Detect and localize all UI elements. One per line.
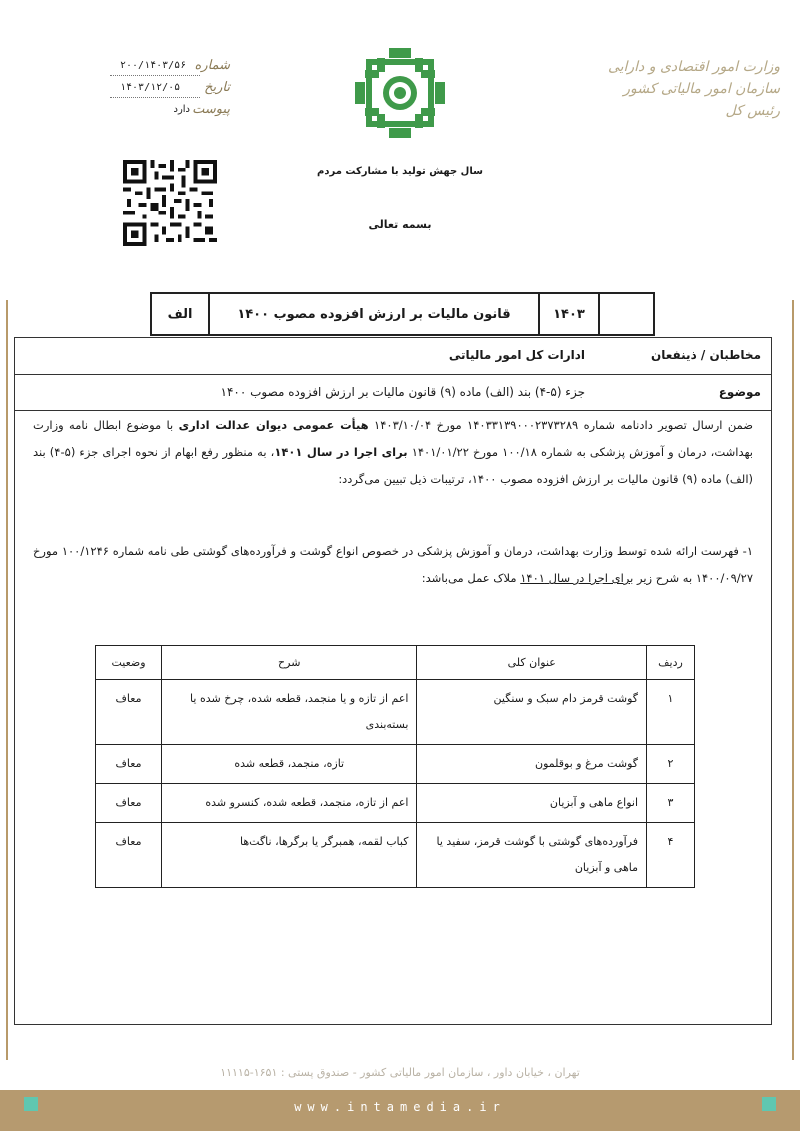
meat-products-table (95, 645, 695, 888)
row-title: گوشت مرغ و بوقلمون (417, 745, 647, 784)
ministry-line: سازمان امور مالیاتی کشور (623, 81, 780, 97)
page-frame-left (6, 300, 8, 1060)
title-law-cell: قانون مالیات بر ارزش افزوده مصوب ۱۴۰۰ (208, 294, 538, 334)
letter-attachment-row (110, 102, 230, 122)
row-number: ۱ (647, 680, 695, 745)
row-number: ۲ (647, 745, 695, 784)
header-description: شرح (162, 646, 417, 680)
header-general-title: عنوان کلی (417, 646, 647, 680)
letter-number-label: شماره (194, 58, 230, 73)
letter-date-row (110, 80, 230, 100)
header-status: وضعیت (96, 646, 162, 680)
letter-number-row (110, 58, 230, 78)
text-run: ضمن ارسال تصویر دادنامه شماره ۱۴۰۳۳۱۳۹۰۰۰۲۳۷۳۲۸۹ مورخ ۱۴۰۳/۱۰/۰۴ (368, 418, 754, 432)
text-run: ، به منظور رفع ابهام از نحوه اجرای جزء (۵-۴) بند (الف) ماده (۹) قانون مالیات بر ارزش افزوده مصوب ۱۴۰۰، ترتیبات ذیل تبیین می‌گردد: (33, 445, 753, 486)
row-status: معاف (96, 680, 162, 745)
subject-label: موضوع (718, 385, 761, 399)
qr-code-icon (122, 160, 218, 246)
table-row (96, 784, 695, 823)
table-row (96, 745, 695, 784)
row-status: معاف (96, 823, 162, 888)
dotted-line (110, 75, 200, 76)
intro-paragraph (33, 412, 753, 493)
addressee-box (14, 337, 772, 411)
circular-title-table (150, 292, 655, 336)
footer-square-right (762, 1097, 776, 1111)
text-run: با موضوع ابطال نامه وزارت بهداشت، درمان و آموزش پزشکی به شماره ۱۰۰/۱۸ مورخ ۱۴۰۱/۰۱/۲۲ (33, 418, 754, 459)
ministry-line: رئیس کل (725, 103, 780, 119)
letter-date-label: تاریخ (204, 80, 230, 95)
bold-text: هیأت عمومی دیوان عدالت اداری (178, 418, 369, 432)
title-code-cell: الف (167, 306, 193, 322)
dotted-line (110, 97, 200, 98)
tax-organization-logo-icon (355, 48, 445, 138)
row-description: تازه، منجمد، قطعه شده (162, 745, 417, 784)
item-1-paragraph (33, 538, 753, 592)
row-status: معاف (96, 784, 162, 823)
bold-text: برای اجرا در سال ۱۴۰۱ (274, 445, 408, 459)
row-title: فرآورده‌های گوشتی با گوشت قرمز، سفید یا ماهی و آبزیان (417, 823, 647, 888)
row-description: اعم از تازه، منجمد، قطعه شده، کنسرو شده (162, 784, 417, 823)
addressee-label: مخاطبان / ذینفعان (651, 348, 761, 362)
row-title: گوشت قرمز دام سبک و سنگین (417, 680, 647, 745)
header-row-number: ردیف (647, 646, 695, 680)
subject-value: جزء (۵-۴) بند (الف) ماده (۹) قانون مالیات بر ارزش افزوده مصوب ۱۴۰۰ (220, 385, 585, 399)
row-status: معاف (96, 745, 162, 784)
page-frame-right (792, 300, 794, 1060)
text-run: ۱- فهرست ارائه شده توسط وزارت بهداشت، درمان و آموزش پزشکی در خصوص انواع گوشت و فرآورده‌های گوشتی طی نامه شماره ۱۰۰/۱۲۴۶ مورخ ۱۴۰۰/۰۹/۲۷ به شرح زیر (33, 544, 754, 585)
underlined-text: برای اجرا در سال ۱۴۰۱ (520, 571, 634, 585)
row-title: انواع ماهی و آبزیان (417, 784, 647, 823)
addressee-row (15, 338, 771, 374)
letter-attachment-label: پیوست (192, 102, 230, 117)
table-row (96, 823, 695, 888)
text-run: ملاک عمل می‌باشد: (421, 571, 521, 585)
letter-date-value: ۱۴۰۳/۱۲/۰۵ (120, 82, 181, 93)
ministry-line: وزارت امور اقتصادی و دارایی (607, 59, 780, 75)
addressee-value: ادارات کل امور مالیاتی (448, 348, 585, 362)
footer-address: تهران ، خیابان داور ، سازمان امور مالیاتی کشور - صندوق پستی : ۱۶۵۱-۱۱۱۱۵ (220, 1066, 580, 1079)
bismillah: بسمه تعالی (368, 218, 432, 231)
letter-meta (110, 58, 230, 124)
row-description: اعم از تازه و یا منجمد، قطعه شده، چرخ شده یا بسته‌بندی (162, 680, 417, 745)
row-number: ۳ (647, 784, 695, 823)
table-row (96, 680, 695, 745)
year-slogan: سال جهش تولید با مشارکت مردم (317, 166, 483, 177)
footer-square-left (24, 1097, 38, 1111)
table-header-row (96, 646, 695, 680)
ministry-letterhead (580, 56, 780, 122)
row-number: ۴ (647, 823, 695, 888)
letter-attachment-value: دارد (173, 104, 190, 115)
footer-website: www.intamedia.ir (294, 1100, 506, 1114)
title-blank-cell (598, 294, 653, 334)
row-description: کباب لقمه، همبرگر یا برگرها، ناگت‌ها (162, 823, 417, 888)
letter-number-value: ۲۰۰/۱۴۰۳/۵۶ (120, 60, 187, 71)
title-year-cell: ۱۴۰۳ (538, 294, 598, 334)
subject-row (15, 374, 771, 410)
